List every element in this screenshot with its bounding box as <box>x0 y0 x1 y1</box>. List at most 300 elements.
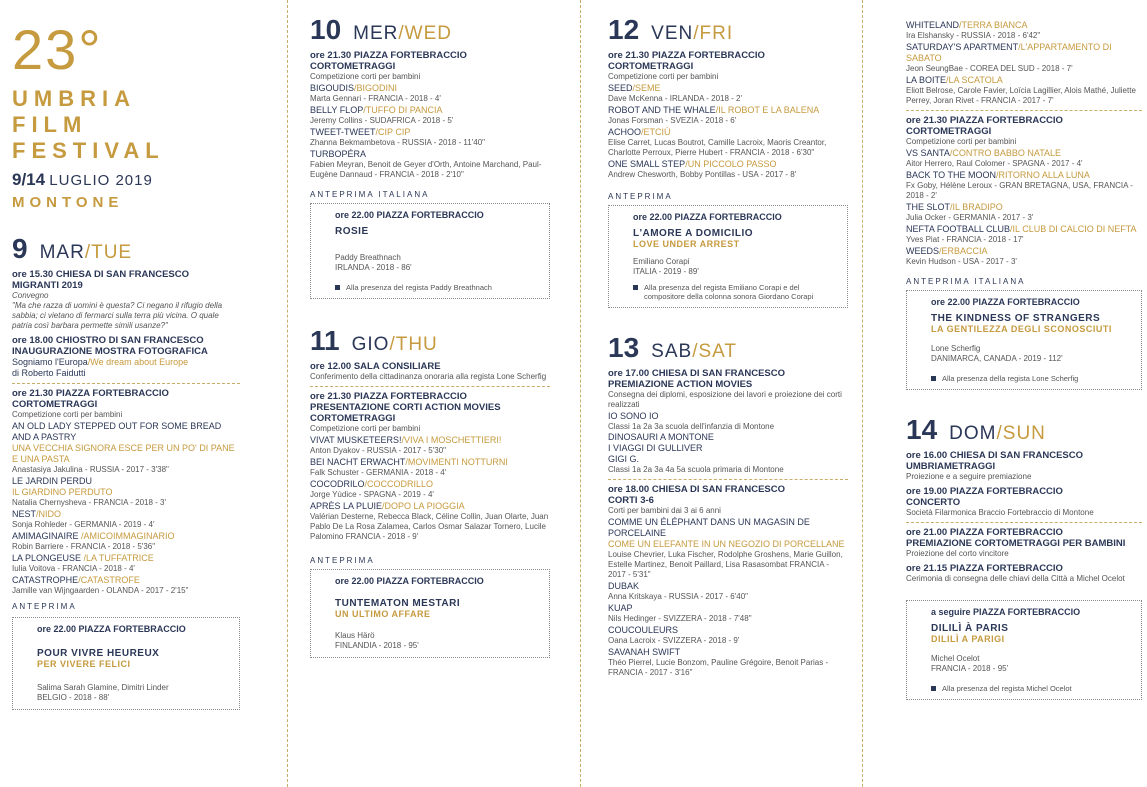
film-title <box>906 148 1142 159</box>
preview-box <box>906 600 1142 700</box>
film-title-original: WHITELAND <box>906 20 960 30</box>
festival-place: MONTONE <box>12 194 124 211</box>
day-name: SAB <box>651 341 693 362</box>
event-title: CORTOMETRAGGI <box>310 413 396 424</box>
film-title-italian: /MOVIMENTI NOTTURNI <box>405 457 508 467</box>
film-title-original: ROBOT AND THE WHALE <box>608 105 716 115</box>
film-entry <box>12 421 240 475</box>
event-subtitle: Società Filarmonica Braccio Fortebraccio di Montone <box>906 508 1094 517</box>
film-meta: Jamille van Wijngaarden - OLANDA - 2017 - 2'15" <box>12 586 189 595</box>
film-title: IO SONO IO <box>608 411 659 421</box>
column-divider <box>862 0 863 787</box>
box-note <box>335 283 541 292</box>
film-entry <box>906 75 1142 106</box>
film-title <box>12 421 240 465</box>
event-title: PREMIAZIONE CORTOMETRAGGI PER BAMBINI <box>906 538 1126 549</box>
film-title-italian: IL GIARDINO PERDUTO <box>12 487 113 497</box>
film-title <box>310 457 550 468</box>
day-name: VEN <box>651 23 694 44</box>
event-title: INAUGURAZIONE MOSTRA FOTOGRAFICA <box>12 346 208 357</box>
film-title <box>310 501 550 512</box>
film-title-italian: /IL CLUB DI CALCIO DI NEFTA <box>1010 224 1137 234</box>
film-title <box>310 127 550 138</box>
film-meta: Sonja Rohleder - GERMANIA - 2019 - 4' <box>12 520 155 529</box>
day-number: 13 <box>608 332 640 363</box>
event-time: ore 21.30 PIAZZA FORTEBRACCIO <box>608 50 765 61</box>
film-title-italian: /NIDO <box>36 509 62 519</box>
exhibit-title: Sogniamo l'Europa <box>12 357 88 367</box>
event <box>12 388 240 420</box>
box-film-title: L'AMORE A DOMICILIO <box>633 228 754 239</box>
event <box>608 50 848 82</box>
event-subtitle: Proiezione e a seguire premiazione <box>906 472 1032 481</box>
event-time: ore 21.15 PIAZZA FORTEBRACCIO <box>906 563 1063 574</box>
event-time: ore 21.30 PIAZZA FORTEBRACCIO <box>310 391 467 402</box>
festival-dates-days: 9/14 <box>12 170 46 189</box>
film-entry <box>608 105 848 126</box>
film-title <box>608 603 848 614</box>
column-2 <box>310 0 550 658</box>
film-entry <box>608 517 848 580</box>
event-time: ore 21.00 PIAZZA FORTEBRACCIO <box>906 527 1063 538</box>
box-director: Emiliano Corapi <box>633 257 690 266</box>
film-title-original: VIVAT MUSKETEERS! <box>310 435 402 445</box>
film-title-italian: /ERBACCIA <box>939 246 988 256</box>
film-title-italian: /UN PICCOLO PASSO <box>685 159 777 169</box>
day-heading-10 <box>310 14 550 46</box>
day-number: 11 <box>310 325 340 356</box>
film-title <box>906 75 1142 86</box>
film-title-original: TWEET-TWEET <box>310 127 376 137</box>
day-slash: / <box>398 23 405 44</box>
box-note <box>931 684 1133 693</box>
event <box>906 527 1142 559</box>
film-meta: Robin Barriere - FRANCIA - 2018 - 5'36" <box>12 542 156 551</box>
film-meta: Jonas Forsman - SVEZIA - 2018 - 6' <box>608 116 737 125</box>
film-title-italian: /DOPO LA PIOGGIA <box>382 501 465 511</box>
event <box>310 50 550 82</box>
box-note <box>931 374 1133 383</box>
film-meta: Zhanna Bekmambetova - RUSSIA - 2018 - 11'40" <box>310 138 485 147</box>
film-entry <box>310 435 550 456</box>
film-title-original: LA BOITE <box>906 75 947 85</box>
event-time: ore 15.30 CHIESA DI SAN FRANCESCO <box>12 269 190 280</box>
preview-box <box>12 617 240 710</box>
day-number: 10 <box>310 14 342 45</box>
event-title: PRESENTAZIONE CORTI ACTION MOVIES <box>310 402 501 413</box>
film-entry <box>906 148 1142 169</box>
separator <box>12 383 240 384</box>
column-3 <box>608 0 848 678</box>
box-time: ore 22.00 PIAZZA FORTEBRACCIO <box>335 210 484 220</box>
film-title-original: AN OLD LADY STEPPED OUT FOR SOME BREAD AND A PASTRY <box>12 421 222 442</box>
film-entry <box>12 553 240 574</box>
film-title-italian: /SEME <box>632 83 661 93</box>
film-title-original: SATURDAY'S APARTMENT <box>906 42 1019 52</box>
day-heading-9 <box>12 233 240 265</box>
preview-label: ANTEPRIMA <box>608 192 673 201</box>
film-title: DINOSAURI A MONTONE <box>608 432 714 442</box>
box-director: Klaus Härö <box>335 631 375 640</box>
film-title-italian: /COCCODRILLO <box>364 479 434 489</box>
box-film-title-it: DILILÌ A PARIGI <box>931 634 1005 644</box>
film-title-italian: /TERRA BIANCA <box>959 20 1028 30</box>
film-title <box>906 20 1142 31</box>
event <box>310 391 550 434</box>
box-film-title: ROSIE <box>335 226 369 237</box>
film-title <box>310 83 550 94</box>
film-meta: Kevin Hudson - USA - 2017 - 3' <box>906 257 1017 266</box>
event-subtitle: Competizione corti per bambini <box>310 424 421 433</box>
column-1 <box>12 0 240 710</box>
film-title-original: ONE SMALL STEP <box>608 159 686 169</box>
preview-box <box>906 290 1142 390</box>
film-entry <box>608 83 848 104</box>
film-meta: Falk Schuster - GERMANIA - 2018 - 4' <box>310 468 447 477</box>
film-meta: Eliott Belrose, Carole Favier, Loïcia Lagillier, Alois Mathé, Juliette Perrey, Joran Rivet - FRANCIA - 2017 - 7' <box>906 86 1136 105</box>
film-entry <box>12 509 240 530</box>
box-film-title: DILILÌ À PARIS <box>931 623 1009 634</box>
film-meta: Théo Pierrel, Lucie Bonzom, Pauline Grégoire, Benoit Parias - FRANCIA - 2017 - 3'16" <box>608 658 829 677</box>
film-title <box>906 170 1142 181</box>
film-entry <box>906 202 1142 223</box>
film-entry <box>310 83 550 104</box>
box-time: ore 22.00 PIAZZA FORTEBRACCIO <box>37 624 186 634</box>
box-meta: ITALIA - 2019 - 89' <box>633 267 699 276</box>
event-title: CORTOMETRAGGI <box>906 126 992 137</box>
film-list <box>906 148 1142 267</box>
film-title <box>12 476 240 498</box>
event-title: UMBRIAMETRAGGI <box>906 461 996 472</box>
event-subtitle: Corti per bambini dai 3 ai 6 anni <box>608 506 721 515</box>
event-time: ore 18.00 CHIESA DI SAN FRANCESCO <box>608 484 786 495</box>
day-heading-12 <box>608 14 848 46</box>
film-title-italian: /RITORNO ALLA LUNA <box>996 170 1090 180</box>
box-note <box>633 283 839 301</box>
film-title <box>310 435 550 446</box>
event-quote: "Ma che razza di uomini è questa? Ci negano il rifugio della sabbia; ci vietano di fermarci sulla terra più vicina. O quale patria così barbara permette simili usanze?" <box>12 301 223 330</box>
film-title-original: NEFTA FOOTBALL CLUB <box>906 224 1011 234</box>
box-director: Paddy Breathnach <box>335 253 401 262</box>
day-name-en: WED <box>404 23 452 44</box>
exhibit-author: di Roberto Faidutti <box>12 368 86 378</box>
film-meta: Anna Kritskaya - RUSSIA - 2017 - 6'40" <box>608 592 748 601</box>
festival-dates-month: LUGLIO 2019 <box>49 172 153 189</box>
film-title-original: COMME UN ÉLÉPHANT DANS UN MAGASIN DE PORCELAINE <box>608 517 810 538</box>
film-title <box>608 647 848 658</box>
film-title <box>906 42 1142 64</box>
day-name-en: FRI <box>699 23 734 44</box>
film-title-original: WEEDS <box>906 246 940 256</box>
film-list <box>12 421 240 596</box>
event-title: PREMIAZIONE ACTION MOVIES <box>608 379 753 390</box>
event-subtitle: Cerimonia di consegna delle chiavi della Città a Michel Ocelot <box>906 574 1125 583</box>
event-subtitle: Conferimento della cittadinanza onoraria alla regista Lone Scherfig <box>310 372 547 381</box>
film-meta: Anastasiya Jakulina - RUSSIA - 2017 - 3'38" <box>12 465 169 474</box>
film-title-italian: /CONTRO BABBO NATALE <box>949 148 1062 158</box>
day-slash: / <box>389 334 396 355</box>
film-entry <box>906 42 1142 74</box>
event-title: CORTOMETRAGGI <box>12 399 98 410</box>
column-divider <box>287 0 288 787</box>
event-time: ore 17.00 CHIESA DI SAN FRANCESCO <box>608 368 786 379</box>
box-note-text: Alla presenza del regista Michel Ocelot <box>942 684 1072 693</box>
event <box>906 450 1142 482</box>
separator <box>310 386 550 387</box>
film-title-original: DUBAK <box>608 581 640 591</box>
box-meta: IRLANDA - 2018 - 86' <box>335 263 412 272</box>
box-film-title: TUNTEMATON MESTARI <box>335 598 461 609</box>
column-4 <box>906 0 1142 700</box>
film-meta: Nils Hedinger - SVIZZERA - 2018 - 7'48" <box>608 614 752 623</box>
film-title-original: SEED <box>608 83 633 93</box>
film-meta: Jorge Yúdice - SPAGNA - 2019 - 4' <box>310 490 434 499</box>
box-meta: FINLANDIA - 2018 - 95' <box>335 641 419 650</box>
film-title-original: KUAP <box>608 603 633 613</box>
square-bullet-icon <box>335 285 340 290</box>
event-subtitle: Consegna dei diplomi, esposizione dei lavori e proiezione dei corti realizzati <box>608 390 842 409</box>
film-list <box>608 83 848 180</box>
film-entry <box>608 127 848 158</box>
film-entry <box>12 476 240 508</box>
film-title-original: COCODRILO <box>310 479 365 489</box>
film-entry <box>906 224 1142 245</box>
film-title-original: BIGOUDIS <box>310 83 355 93</box>
film-meta: Classi 1a 2a 3a 4a 5a scuola primaria di Montone <box>608 465 784 474</box>
event-subtitle: Competizione corti per bambini <box>608 72 719 81</box>
film-title <box>906 224 1142 235</box>
event-title: CORTOMETRAGGI <box>608 61 694 72</box>
film-title-original: BEI NACHT ERWACHT <box>310 457 406 467</box>
film-entry <box>608 625 848 646</box>
column-divider <box>580 0 581 787</box>
film-entry <box>608 581 848 602</box>
day-slash: / <box>692 341 699 362</box>
box-note-text: Alla presenza della regista Lone Scherfig <box>942 374 1079 383</box>
event-time: ore 18.00 CHIOSTRO DI SAN FRANCESCO <box>12 335 204 346</box>
event-title: CONCERTO <box>906 497 961 508</box>
box-note-text: Alla presenza del regista Emiliano Corapi e del compositore della colonna sonora Giordano Corapi <box>644 283 814 301</box>
film-title <box>12 553 240 564</box>
day-name-en: TUE <box>91 242 133 263</box>
film-meta: Yves Piat - FRANCIA - 2018 - 17' <box>906 235 1024 244</box>
event <box>906 115 1142 147</box>
event <box>608 368 848 410</box>
box-director: Lone Scherfig <box>931 344 981 353</box>
film-entry <box>608 647 848 678</box>
film-meta: Julia Ocker - GERMANIA - 2017 - 3' <box>906 213 1034 222</box>
preview-label: ANTEPRIMA ITALIANA <box>906 277 1026 286</box>
film-title <box>906 202 1142 213</box>
film-entry <box>608 159 848 180</box>
film-title-original: THE SLOT <box>906 202 951 212</box>
film-title-italian: /BIGODINI <box>354 83 398 93</box>
film-entry <box>310 457 550 478</box>
film-list <box>608 517 848 678</box>
film-title-italian: /VIVA I MOSCHETTIERI! <box>401 435 502 445</box>
event-subtitle: Competizione corti per bambini <box>310 72 421 81</box>
film-meta: Andrew Chesworth, Bobby Pontillas - USA - 2017 - 8' <box>608 170 797 179</box>
film-entry <box>906 246 1142 267</box>
day-heading-14 <box>906 414 1142 446</box>
day-name: MER <box>353 23 399 44</box>
film-meta: Louise Chevrier, Luka Fischer, Rodolphe Groshens, Marie Guillon, Estelle Martinez, Benoit Paillard, Lisa Rasasombat FRANCIA - 2017 - 5'31" <box>608 550 843 579</box>
film-entry <box>906 20 1142 41</box>
film-entry <box>12 575 240 596</box>
film-title-italian: /L'APPARTAMENTO DI SABATO <box>906 42 1112 63</box>
film-meta: Marta Gennari - FRANCIA - 2018 - 4' <box>310 94 441 103</box>
event-time: ore 21.30 PIAZZA FORTEBRACCIO <box>12 388 169 399</box>
film-title <box>608 127 848 138</box>
film-title <box>608 105 848 116</box>
film-title <box>608 581 848 592</box>
event <box>906 563 1142 584</box>
box-film-title: THE KINDNESS OF STRANGERS <box>931 313 1101 324</box>
preview-box <box>310 203 550 299</box>
film-title-italian: UNA VECCHIA SIGNORA ESCE PER UN PO' DI PANE E UNA PASTA <box>12 443 235 464</box>
preview-label: ANTEPRIMA ITALIANA <box>310 190 430 199</box>
day-slash: / <box>996 423 1003 444</box>
film-title <box>310 105 550 116</box>
film-meta: Fx Goby, Hélène Leroux - GRAN BRETAGNA, USA, FRANCIA - 2018 - 2' <box>906 181 1133 200</box>
film-title-original: VS SANTA <box>906 148 950 158</box>
festival-word-festival: FESTIVAL <box>12 138 165 163</box>
separator <box>906 522 1142 523</box>
festival-word-umbria: UMBRIA <box>12 86 136 111</box>
event-title: CORTI 3-6 <box>608 495 654 506</box>
film-list <box>310 435 550 542</box>
film-title-original: LE JARDIN PERDU <box>12 476 93 486</box>
box-time: ore 22.00 PIAZZA FORTEBRACCIO <box>633 212 782 222</box>
film-entry <box>608 603 848 624</box>
film-title-original: ACHOO <box>608 127 642 137</box>
film-title-italian: /IL BRADIPO <box>950 202 1003 212</box>
event-time: ore 21.30 PIAZZA FORTEBRACCIO <box>310 50 467 61</box>
film-meta: Anton Dyakov - RUSSIA - 2017 - 5'30" <box>310 446 446 455</box>
film-meta: Dave McKenna - IRLANDA - 2018 - 2' <box>608 94 743 103</box>
film-meta: Fabien Meyran, Benoit de Geyer d'Orth, Antoine Marchand, Paul-Eugène Dannaud - FRANCIA - 2018 - 2'10" <box>310 160 542 179</box>
box-meta: BELGIO - 2018 - 88' <box>37 693 110 702</box>
film-meta: Oana Lacroix - SVIZZERA - 2018 - 9' <box>608 636 740 645</box>
event-subtitle: Convegno <box>12 291 49 300</box>
film-meta: Jeremy Collins - SUDAFRICA - 2018 - 5' <box>310 116 454 125</box>
film-title-original: COUCOULEURS <box>608 625 679 635</box>
preview-label: ANTEPRIMA <box>12 602 77 611</box>
event-time: ore 16.00 CHIESA DI SAN FRANCESCO <box>906 450 1084 461</box>
box-film-title-it: PER VIVERE FELICI <box>37 659 131 669</box>
day-name-en: SAT <box>698 341 738 362</box>
preview-box <box>608 205 848 308</box>
film-title-original: APRÈS LA PLUIE <box>310 501 383 511</box>
film-title <box>310 149 550 160</box>
film-title-italian: /IL ROBOT E LA BALENA <box>715 105 820 115</box>
day-slash: / <box>693 23 700 44</box>
film-title <box>608 83 848 94</box>
event-subtitle: Competizione corti per bambini <box>12 410 123 419</box>
event <box>310 361 550 382</box>
film-title-original: BACK TO THE MOON <box>906 170 997 180</box>
film-title <box>608 517 848 550</box>
film-title-italian: COME UN ELEFANTE IN UN NEGOZIO DI PORCELLANE <box>608 539 845 549</box>
film-title-original: AMIMAGINAIRE <box>12 531 79 541</box>
exhibit-title-en: /We dream about Europe <box>87 357 189 367</box>
event-time: ore 19.00 PIAZZA FORTEBRACCIO <box>906 486 1063 497</box>
event-time: ore 21.30 PIAZZA FORTEBRACCIO <box>906 115 1063 126</box>
event-time: ore 12.00 SALA CONSILIARE <box>310 361 441 372</box>
film-title <box>608 625 848 636</box>
day-number: 14 <box>906 414 938 445</box>
day-name: MAR <box>39 242 85 263</box>
film-title <box>12 531 240 542</box>
day-slash: / <box>84 242 92 263</box>
preview-label: ANTEPRIMA <box>310 556 375 565</box>
film-entry <box>310 501 550 542</box>
box-meta: DANIMARCA, CANADA - 2019 - 112' <box>931 354 1063 363</box>
film-title <box>310 479 550 490</box>
square-bullet-icon <box>931 376 936 381</box>
film-title-italian: /TUFFO DI PANCIA <box>363 105 443 115</box>
festival-word-film: FILM <box>12 112 88 137</box>
film-title <box>12 509 240 520</box>
film-entry <box>12 531 240 552</box>
film-title <box>906 246 1142 257</box>
film-meta: Iulia Voitova - FRANCIA - 2018 - 4' <box>12 564 135 573</box>
film-list <box>310 83 550 180</box>
film-title: I VIAGGI DI GULLIVER <box>608 443 703 453</box>
film-title-original: NEST <box>12 509 37 519</box>
event <box>906 486 1142 518</box>
film-entry <box>906 170 1142 201</box>
film-title-original: CATASTROPHE <box>12 575 79 585</box>
film-meta: Classi 1a 2a 3a scuola dell'infanzia di Montone <box>608 422 775 431</box>
film-meta: Jeon SeungBae - COREA DEL SUD - 2018 - 7' <box>906 64 1073 73</box>
film-entry <box>310 479 550 500</box>
event-subtitle: Competizione corti per bambini <box>906 137 1017 146</box>
box-time: a seguire PIAZZA FORTEBRACCIO <box>931 607 1081 617</box>
box-film-title-it: LOVE UNDER ARREST <box>633 239 740 249</box>
film-title: GIGI G. <box>608 454 640 464</box>
separator <box>608 479 848 480</box>
day-heading-13 <box>608 332 848 364</box>
film-entry <box>310 105 550 126</box>
box-note-text: Alla presenza del regista Paddy Breathnach <box>346 283 492 292</box>
screening <box>608 411 848 475</box>
square-bullet-icon <box>633 285 638 290</box>
event <box>12 269 240 331</box>
event-title: CORTOMETRAGGI <box>310 61 396 72</box>
film-entry <box>310 127 550 148</box>
separator <box>906 110 1142 111</box>
film-title-original: BELLY FLOP <box>310 105 364 115</box>
day-heading-11 <box>310 325 550 357</box>
film-title-original: TURBOPÉRA <box>310 149 367 159</box>
box-film-title-it: LA GENTILEZZA DEGLI SCONOSCIUTI <box>931 324 1112 334</box>
day-number: 12 <box>608 14 640 45</box>
film-title <box>12 575 240 586</box>
event-subtitle: Proiezione del corto vincitore <box>906 549 1009 558</box>
box-director: Michel Ocelot <box>931 654 980 663</box>
square-bullet-icon <box>931 686 936 691</box>
film-meta: Valérian Desterne, Rebecca Black, Céline Collin, Juan Olarte, Juan Pablo De La Rosa Zalamea, Carlos Osmar Salazar Tornero, Lucile Palomino FRANCIA - 2018 - 9' <box>310 512 549 541</box>
film-meta: Ira Elshansky - RUSSIA - 2018 - 6'42" <box>906 31 1041 40</box>
box-film-title-it: UN ULTIMO AFFARE <box>335 609 431 619</box>
preview-box <box>310 569 550 658</box>
event <box>12 335 240 379</box>
film-title-italian: /CATASTROFE <box>78 575 140 585</box>
event-title: MIGRANTI 2019 <box>12 280 83 291</box>
day-name: GIO <box>351 334 390 355</box>
film-meta: Elise Carret, Lucas Boutrot, Camille Lacroix, Maoris Creantor, Charlotte Perroux, Pierre Hubert - FRANCIA - 2018 - 6'30" <box>608 138 827 157</box>
